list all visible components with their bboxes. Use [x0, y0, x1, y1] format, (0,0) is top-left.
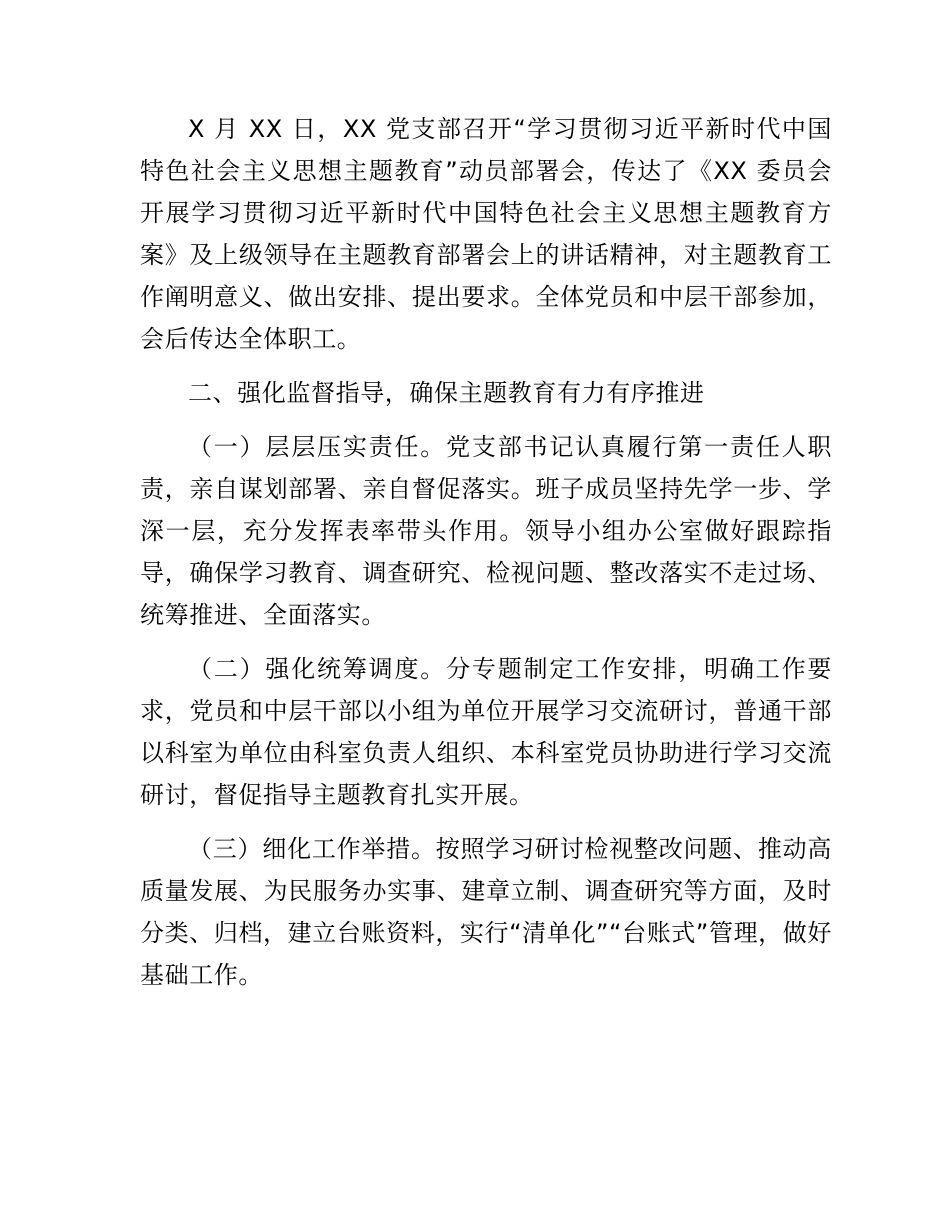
paragraph-coordination: （二）强化统筹调度。分专题制定工作安排，明确工作要求，党员和中层干部以小组为单位开展学习交流研讨，普通干部以科室为单位由科室负责人组织、本科室党员协助进行学习交流研讨，督促指导主题教育扎实开展。: [140, 655, 832, 809]
paragraph-measures: （三）细化工作举措。按照学习研讨检视整改问题、推动高质量发展、为民服务办实事、建章立制、调查研究等方面，及时分类、归档，建立台账资料，实行“清单化”“台账式”管理，做好基础工作。: [140, 835, 832, 989]
section-heading-supervision: 二、强化监督指导，确保主题教育有力有序推进: [188, 379, 705, 407]
paragraph-responsibility: （一）层层压实责任。党支部书记认真履行第一责任人职责，亲自谋划部署、亲自督促落实。班子成员坚持先学一步、学深一层，充分发挥表率带头作用。领导小组办公室做好跟踪指导，确保学习教育、调查研究、检视问题、整改落实不走过场、统筹推进、全面落实。: [140, 433, 832, 629]
paragraph-meeting-summary: X 月 XX 日，XX 党支部召开“学习贯彻习近平新时代中国特色社会主义思想主题教育”动员部署会，传达了《XX 委员会开展学习贯彻习近平新时代中国特色社会主义思想主题教育方案》及上级领导在主题教育部署会上的讲话精神，对主题教育工作阐明意义、做出安排、提出要求。全体党员和中层干部参加，会后传达全体职工。: [140, 115, 832, 353]
document-page: [140, 108, 832, 1008]
